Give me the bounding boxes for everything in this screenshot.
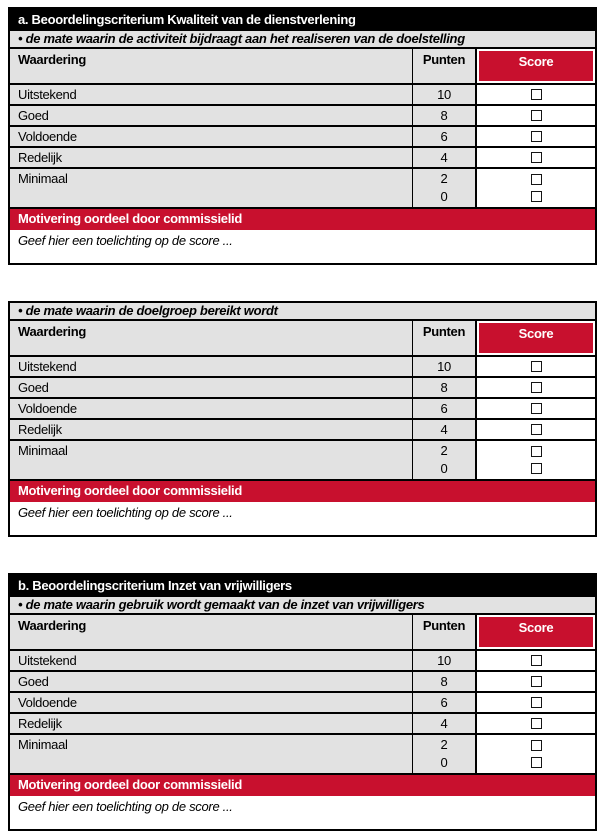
column-header-punten: Punten xyxy=(412,615,475,649)
table-row xyxy=(10,735,595,775)
score-cell xyxy=(475,85,595,104)
points-value: 6 xyxy=(412,127,475,146)
score-cell xyxy=(475,378,595,397)
score-checkbox[interactable] xyxy=(531,174,542,185)
score-cell xyxy=(475,714,595,733)
score-cell xyxy=(475,148,595,167)
score-checkbox[interactable] xyxy=(531,446,542,457)
score-cell xyxy=(475,693,595,712)
table-row xyxy=(10,399,595,420)
table-row xyxy=(10,127,595,148)
motivation-placeholder: Geef hier een toelichting op de score ... xyxy=(18,233,233,248)
column-header-score-cell xyxy=(475,49,595,83)
rating-label: Uitstekend xyxy=(10,357,412,376)
section-title-bar xyxy=(10,575,595,597)
motivation-input-area[interactable] xyxy=(10,502,595,535)
score-checkbox[interactable] xyxy=(531,757,542,768)
table-row xyxy=(10,357,595,378)
motivation-input-area[interactable] xyxy=(10,796,595,829)
table-row xyxy=(10,651,595,672)
points-value: 8 xyxy=(412,106,475,125)
column-header-punten: Punten xyxy=(412,49,475,83)
rating-label: Voldoende xyxy=(10,399,412,418)
motivation-placeholder: Geef hier een toelichting op de score ... xyxy=(18,799,233,814)
points-value: 10 xyxy=(412,85,475,104)
criterion-section-doelgroep xyxy=(8,301,597,537)
rating-label: Minimaal xyxy=(10,169,412,207)
score-cell xyxy=(475,357,595,376)
rating-label: Goed xyxy=(10,672,412,691)
score-checkbox[interactable] xyxy=(531,191,542,202)
rating-label: Voldoende xyxy=(10,693,412,712)
table-row xyxy=(10,714,595,735)
score-checkbox[interactable] xyxy=(531,655,542,666)
rating-label: Redelijk xyxy=(10,148,412,167)
criterion-section-a xyxy=(8,7,597,265)
column-header-score-cell xyxy=(475,615,595,649)
score-cell xyxy=(475,420,595,439)
section-title-bar xyxy=(10,9,595,31)
rating-label: Minimaal xyxy=(10,441,412,479)
column-header-score: Score xyxy=(479,51,593,81)
column-header-punten: Punten xyxy=(412,321,475,355)
column-header-waardering: Waardering xyxy=(10,49,412,83)
rating-label: Uitstekend xyxy=(10,651,412,670)
score-checkbox[interactable] xyxy=(531,676,542,687)
column-header-score-cell xyxy=(475,321,595,355)
score-checkbox[interactable] xyxy=(531,718,542,729)
column-header-waardering: Waardering xyxy=(10,615,412,649)
points-value: 0 xyxy=(440,189,448,204)
score-checkbox[interactable] xyxy=(531,110,542,121)
table-row xyxy=(10,169,595,209)
score-checkbox[interactable] xyxy=(531,89,542,100)
motivation-header: Motivering oordeel door commissielid xyxy=(10,775,595,796)
criterion-bullet-row xyxy=(10,303,595,321)
table-header-row xyxy=(10,49,595,85)
points-value: 2 xyxy=(440,443,448,458)
score-cell xyxy=(475,399,595,418)
column-header-waardering: Waardering xyxy=(10,321,412,355)
rating-label: Redelijk xyxy=(10,420,412,439)
rating-label: Minimaal xyxy=(10,735,412,773)
table-row xyxy=(10,378,595,399)
table-row xyxy=(10,85,595,106)
points-value: 10 xyxy=(412,357,475,376)
motivation-placeholder: Geef hier een toelichting op de score ... xyxy=(18,505,233,520)
criterion-text: • de mate waarin de doelgroep bereikt wordt xyxy=(18,303,278,318)
score-checkbox[interactable] xyxy=(531,131,542,142)
criterion-section-b xyxy=(8,573,597,831)
table-row xyxy=(10,106,595,127)
score-checkbox[interactable] xyxy=(531,424,542,435)
rating-label: Goed xyxy=(10,378,412,397)
column-header-score: Score xyxy=(479,617,593,647)
points-value: 10 xyxy=(412,651,475,670)
rating-label: Voldoende xyxy=(10,127,412,146)
table-header-row xyxy=(10,321,595,357)
points-value: 4 xyxy=(412,148,475,167)
table-header-row xyxy=(10,615,595,651)
rating-label: Goed xyxy=(10,106,412,125)
section-title: a. Beoordelingscriterium Kwaliteit van de dienstverlening xyxy=(18,12,356,27)
points-cell xyxy=(412,735,475,773)
table-row xyxy=(10,693,595,714)
motivation-input-area[interactable] xyxy=(10,230,595,263)
points-value: 8 xyxy=(412,378,475,397)
points-cell xyxy=(412,169,475,207)
criterion-bullet-row xyxy=(10,31,595,49)
score-cell xyxy=(475,651,595,670)
motivation-header: Motivering oordeel door commissielid xyxy=(10,209,595,230)
score-cell xyxy=(475,735,595,773)
points-value: 6 xyxy=(412,399,475,418)
column-header-score: Score xyxy=(479,323,593,353)
score-checkbox[interactable] xyxy=(531,697,542,708)
points-value: 4 xyxy=(412,420,475,439)
points-value: 0 xyxy=(440,461,448,476)
criterion-text: • de mate waarin gebruik wordt gemaakt van de inzet van vrijwilligers xyxy=(18,597,425,612)
score-checkbox[interactable] xyxy=(531,361,542,372)
table-row xyxy=(10,441,595,481)
score-cell xyxy=(475,441,595,479)
points-value: 2 xyxy=(440,171,448,186)
points-value: 8 xyxy=(412,672,475,691)
table-row xyxy=(10,672,595,693)
score-checkbox[interactable] xyxy=(531,740,542,751)
table-row xyxy=(10,420,595,441)
score-cell xyxy=(475,127,595,146)
table-row xyxy=(10,148,595,169)
points-value: 2 xyxy=(440,737,448,752)
rating-label: Uitstekend xyxy=(10,85,412,104)
score-cell xyxy=(475,106,595,125)
points-value: 4 xyxy=(412,714,475,733)
score-checkbox[interactable] xyxy=(531,403,542,414)
criterion-bullet-row xyxy=(10,597,595,615)
score-checkbox[interactable] xyxy=(531,463,542,474)
score-cell xyxy=(475,672,595,691)
score-checkbox[interactable] xyxy=(531,152,542,163)
rating-label: Redelijk xyxy=(10,714,412,733)
points-value: 0 xyxy=(440,755,448,770)
score-cell xyxy=(475,169,595,207)
section-title: b. Beoordelingscriterium Inzet van vrijwilligers xyxy=(18,578,292,593)
criterion-text: • de mate waarin de activiteit bijdraagt aan het realiseren van de doelstelling xyxy=(18,31,465,46)
score-checkbox[interactable] xyxy=(531,382,542,393)
points-value: 6 xyxy=(412,693,475,712)
motivation-header: Motivering oordeel door commissielid xyxy=(10,481,595,502)
points-cell xyxy=(412,441,475,479)
